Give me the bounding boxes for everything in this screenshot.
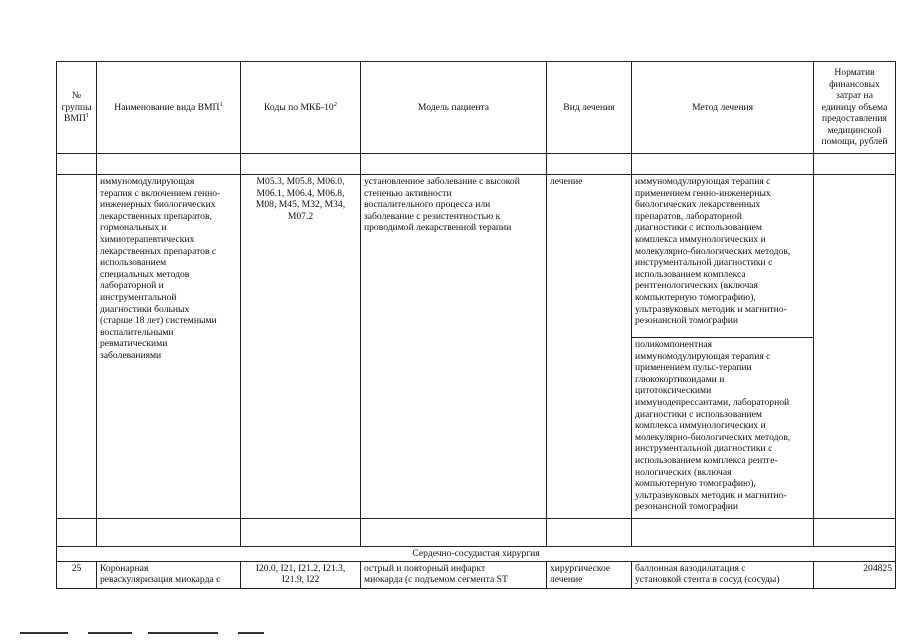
treatment-type-cell: лечение — [547, 175, 632, 519]
vmp-name-cell: иммуномодулирующая терапия с включением генно- инженерных биологических лекарственных препаратов, гормональных и химиотерапевтических лекарственных препаратов с использованием специальных методов лабораторной и инструментальной диагностики больных (старше 18 лет) системными воспалительными ревматическими заболеваниями — [97, 175, 241, 519]
table-row — [57, 561, 896, 588]
icd-codes-cell: M05.3, M05.8, M06.0, M06.1, M06.4, M06.8, M08, M45, M32, M34, M07.2 — [241, 175, 361, 519]
treatment-type-cell: хирургическое лечение — [547, 561, 632, 588]
treatment-method-cell: иммуномодулирующая терапия с применением генно-инженерных биологических лекарственных препаратов, лабораторной диагностики с использованием комплекса иммунологических и молекулярно-биологических методов, инструментальной диагностики с использованием комплекса рентгенологических (включая компьютерную томографию), ультразвуковых методик и магнитно- резонансной томографии — [632, 175, 814, 338]
patient-model-cell: острый и повторный инфаркт миокарда (с подъемом сегмента ST — [361, 561, 547, 588]
treatment-method-cell: баллонная вазодилатация с установкой стента в сосуд (сосуды) — [632, 561, 814, 588]
cost-norm-cell: 204825 — [814, 561, 896, 588]
table-row — [57, 175, 896, 338]
header-treatment-method: Метод лечения — [632, 62, 814, 154]
treatment-method-cell: поликомпонентная иммуномодулирующая терапия с применением пульс-терапии глюкокортикоидами и цитотоксическими иммунодепрессантами, лабораторной диагностики с использованием комплекса иммунологических и молекулярно-биологических методов, инструментальной диагностики с использованием комплекса рентге- нологических (включая компьютерную томографию), ультразвуковых методик и магнитно- резонансной томографии — [632, 338, 814, 519]
header-cost-norm: Норматив финансовых затрат на единицу объема предоставления медицинской помощи, рублей — [814, 62, 896, 154]
spacer-row — [57, 519, 896, 547]
section-row — [57, 547, 896, 562]
spacer-row — [57, 154, 896, 175]
header-vmp-name: Наименование вида ВМП$^1$ — [97, 62, 241, 154]
header-row — [57, 62, 896, 154]
header-icd-codes: Коды по МКБ-$10^2$ — [241, 62, 361, 154]
header-treatment-type: Вид лечения — [547, 62, 632, 154]
cost-norm-cell — [814, 175, 896, 519]
icd-codes-cell: I20.0, I21, I21.2, I21.3, I21.9, I22 — [241, 561, 361, 588]
section-title: Сердечно-сосудистая хирургия — [57, 547, 896, 562]
group-no-cell: 25 — [57, 561, 97, 588]
group-no-cell — [57, 175, 97, 519]
vmp-table — [56, 61, 896, 589]
header-patient-model: Модель пациента — [361, 62, 547, 154]
vmp-name-cell: Коронарная реваскуляризация миокарда с — [97, 561, 241, 588]
header-group-no: № группы ВМП$^1$ — [57, 62, 97, 154]
patient-model-cell: установленное заболевание с высокой степенью активности воспалительного процесса или заболевание с резистентностью к проводимой лекарственной терапии — [361, 175, 547, 519]
